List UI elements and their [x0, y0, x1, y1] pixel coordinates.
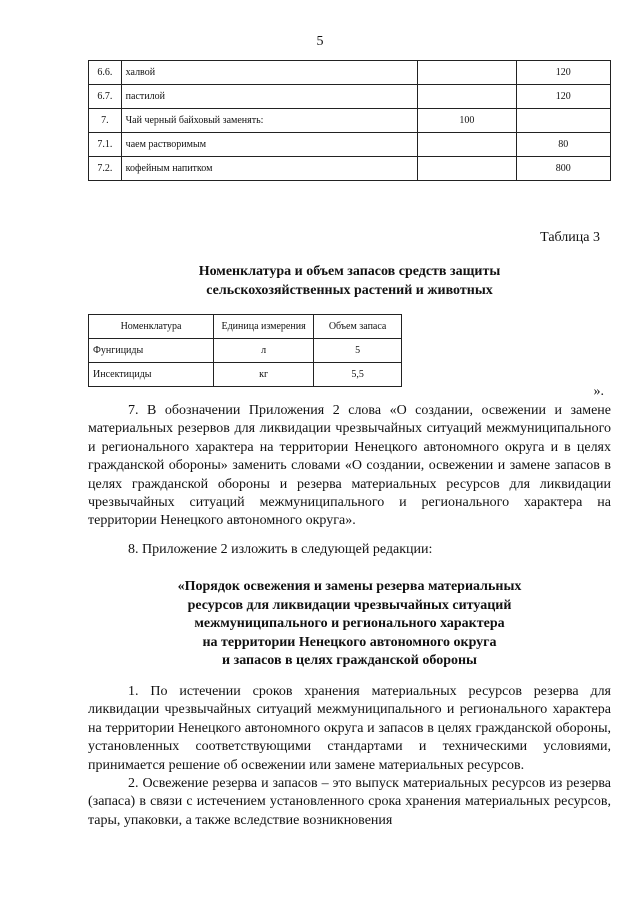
table-row	[89, 363, 402, 387]
table-header-row	[89, 315, 402, 339]
table-title-line: Номенклатура и объем запасов средств защиты	[198, 264, 501, 279]
cell-volume: 5	[314, 339, 402, 363]
row-number: 7.	[89, 109, 122, 133]
heading-line: «Порядок освежения и замены резерва материальных	[177, 579, 522, 594]
row-number: 6.6.	[89, 61, 122, 85]
row-col3	[418, 85, 516, 109]
heading-line: на территории Ненецкого автономного округа	[202, 634, 497, 650]
row-col3	[418, 61, 516, 85]
row-name: халвой	[121, 61, 418, 85]
row-col4	[516, 109, 610, 133]
table-row	[89, 61, 611, 85]
cell-nomenclature: Фунгициды	[89, 339, 214, 363]
table-row	[89, 133, 611, 157]
table-title-line: сельскохозяйственных растений и животных	[206, 283, 493, 298]
row-col3: 100	[418, 109, 516, 133]
paragraph-text: 7. В обозначении Приложения 2 слова «О создании, освежении и замене материальных резервов для ликвидации чрезвычайных ситуаций межмуниципального и регионального характера на территории Ненецкого автономного округа и в целях гражданской обороны» заменить словами «О создании, освежении и замене запасов в целях гражданской обороны и резерва материальных ресурсов для ликвидации чрезвычайных ситуаций межмуниципального и регионального характера на территории Ненецкого автономного округа».	[88, 403, 611, 529]
heading-line: межмуниципального и регионального характера	[194, 616, 505, 631]
row-col4: 800	[516, 157, 610, 181]
row-col3	[418, 133, 516, 157]
paragraph-text: 8. Приложение 2 изложить в следующей редакции:	[128, 542, 433, 557]
row-col4: 120	[516, 85, 610, 109]
closing-quote: ».	[593, 384, 604, 399]
section-heading	[88, 578, 611, 671]
numbered-list	[88, 683, 611, 830]
cell-nomenclature: Инсектициды	[89, 363, 214, 387]
table-row	[89, 85, 611, 109]
cell-volume: 5,5	[314, 363, 402, 387]
table-row	[89, 109, 611, 133]
cell-unit: л	[213, 339, 313, 363]
table-label: Таблица 3	[540, 230, 600, 245]
row-name: Чай черный байховый заменять:	[121, 109, 418, 133]
heading-line: и запасов в целях гражданской обороны	[222, 653, 477, 668]
row-name: чаем растворимым	[121, 133, 418, 157]
row-number: 6.7.	[89, 85, 122, 109]
cell-unit: кг	[213, 363, 313, 387]
row-col3	[418, 157, 516, 181]
list-item: 1. По истечении сроков хранения материальных ресурсов резерва для ликвидации чрезвычайных ситуаций межмуниципального и регионального характера на территории Ненецкого автономного округа и запасов в целях гражданской обороны, установленных соответствующими стандартами и техническими условиями, принимается решение об освежении или замене материальных ресурсов.	[88, 684, 611, 773]
row-number: 7.1.	[89, 133, 122, 157]
row-number: 7.2.	[89, 157, 122, 181]
row-col4: 120	[516, 61, 610, 85]
header-unit: Единица измерения	[213, 315, 313, 339]
paragraph-8	[88, 541, 611, 559]
heading-line: ресурсов для ликвидации чрезвычайных ситуаций	[187, 597, 512, 613]
table-row	[89, 339, 402, 363]
table-row	[89, 157, 611, 181]
list-item: 2. Освежение резерва и запасов – это выпуск материальных ресурсов из резерва (запаса) в связи с истечением установленного срока хранения материальных ресурсов, тары, упаковки, а также вследствие возникновения	[88, 776, 611, 828]
row-col4: 80	[516, 133, 610, 157]
food-substitution-table	[88, 60, 611, 181]
page-number: 5	[316, 34, 324, 49]
protection-stock-table	[88, 314, 402, 387]
row-name: пастилой	[121, 85, 418, 109]
header-nomenclature: Номенклатура	[89, 315, 214, 339]
row-name: кофейным напитком	[121, 157, 418, 181]
table-title	[88, 262, 611, 300]
header-volume: Объем запаса	[314, 315, 402, 339]
paragraph-7	[88, 402, 611, 531]
